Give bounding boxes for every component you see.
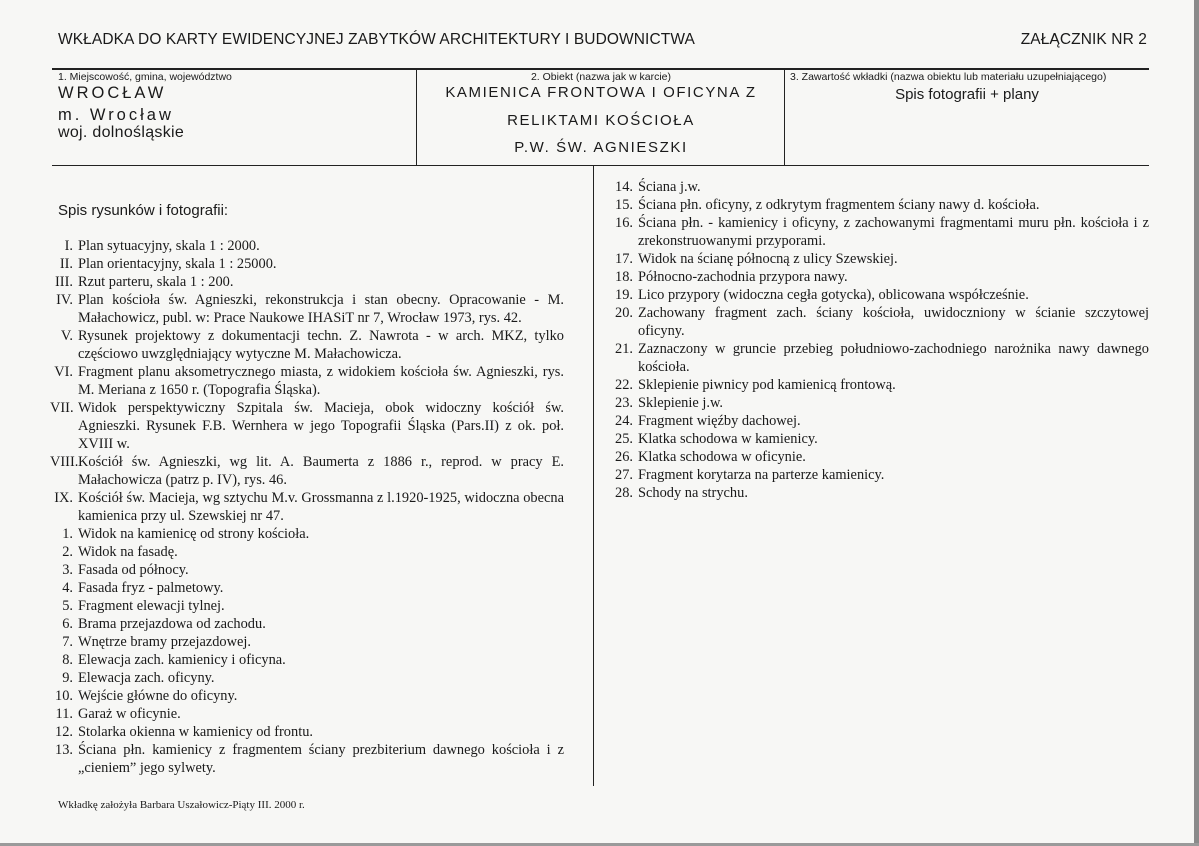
item-number: 9. [62,670,73,686]
item-text: Fasada fryz - palmetowy. [78,580,224,596]
item-number: I. [64,238,73,254]
item-text: Lico przypory (widoczna cegła gotycka), oblicowana współcześnie. [638,287,1029,303]
item-number: V. [60,328,73,344]
list-item [600,250,1149,268]
author-note: Wkładkę założyła Barbara Uszałowicz-Piąty III. 2000 r. [58,799,305,811]
list-item [600,484,1149,502]
list-item [50,597,564,615]
item-text: Plan orientacyjny, skala 1 : 25000. [78,256,277,272]
list-item [50,399,564,453]
list-item [50,237,564,255]
list-item [600,412,1149,430]
item-number: 8. [62,652,73,668]
list-item [600,286,1149,304]
list-item [600,376,1149,394]
item-number: 27. [615,467,633,483]
contents-value: Spis fotografii + plany [895,86,1039,103]
item-text: Plan kościoła św. Agnieszki, rekonstrukcja i stan obecny. Opracowanie - M. Małachowicz, publ. w: Prace Naukowe IHASiT nr 7, Wrocław 1973, rys. 42. [78,292,564,326]
item-number: 24. [615,413,633,429]
list-item [50,489,564,525]
item-text: Widok na ścianę północną z ulicy Szewskiej. [638,251,898,267]
column-divider [593,166,594,786]
list-item [600,214,1149,250]
scan-edge-right [1194,0,1199,846]
item-text: Ściana płn. - kamienicy i oficyny, z zachowanymi fragmentami muru płn. kościoła i z zrekonstruowanymi przyporami. [638,215,1149,249]
list-item [50,363,564,399]
object-label: 2. Obiekt (nazwa jak w karcie) [530,71,672,83]
list-item [600,430,1149,448]
item-text: Klatka schodowa w kamienicy. [638,431,818,447]
item-number: 23. [615,395,633,411]
list-item [50,327,564,363]
item-number: 22. [615,377,633,393]
list-item [50,705,564,723]
list-item [600,304,1149,340]
contents-label: 3. Zawartość wkładki (nazwa obiektu lub materiału uzupełniającego) [790,71,1107,83]
item-text: Fragment elewacji tylnej. [78,598,225,614]
item-number: 10. [55,688,73,704]
item-text: Elewacja zach. oficyny. [78,670,215,686]
item-number: 26. [615,449,633,465]
item-text: Ściana płn. oficyny, z odkrytym fragmentem ściany nawy d. kościoła. [638,197,1040,213]
item-number: 17. [615,251,633,267]
item-text: Klatka schodowa w oficynie. [638,449,806,465]
item-text: Zaznaczony w gruncie przebieg południowo-zachodniego narożnika nawy dawnego kościoła. [638,341,1149,375]
municipality-name: m. Wrocław [58,106,174,124]
list-item [50,687,564,705]
item-number: 6. [62,616,73,632]
list-item [600,268,1149,286]
item-text: Fragment planu aksometrycznego miasta, z widokiem kościoła św. Agnieszki, rys. M. Meriana z 1650 r. (Topografia Śląska). [78,364,564,398]
list-item [50,543,564,561]
list-item [50,561,564,579]
list-item [50,579,564,597]
item-text: Sklepienie j.w. [638,395,723,411]
item-number: VIII. [50,454,79,470]
list-item [600,196,1149,214]
item-text: Fragment więźby dachowej. [638,413,801,429]
item-number: VI. [54,364,73,380]
item-text: Kościół św. Agnieszki, wg lit. A. Baumerta z 1886 r., reprod. w pracy E. Małachowicza (patrz p. IV), rys. 46. [78,454,564,488]
item-number: 7. [62,634,73,650]
voivodeship-name: woj. dolnośląskie [58,124,185,141]
item-text: Fragment korytarza na parterze kamienicy. [638,467,885,483]
list-item [50,453,564,489]
city-name: WROCŁAW [58,84,167,102]
item-number: 21. [615,341,633,357]
form-divider-2 [784,69,785,166]
object-name-line-3: P.W. ŚW. AGNIESZKI [514,139,688,156]
item-text: Garaż w oficynie. [78,706,181,722]
list-item [50,255,564,273]
form-mid-rule [52,165,1149,166]
item-text: Ściana płn. kamienicy z fragmentem ściany prezbiterium dawnego kościoła i z „cieniem” jego sylwety. [78,742,564,776]
list-item [50,291,564,327]
item-text: Północno-zachodnia przypora nawy. [638,269,848,285]
item-text: Wnętrze bramy przejazdowej. [78,634,251,650]
list-item [50,723,564,741]
item-text: Kościół św. Macieja, wg sztychu M.v. Grossmanna z l.1920-1925, widoczna obecna kamienica przy ul. Szewskiej nr 47. [78,490,564,524]
item-number: 3. [62,562,73,578]
list-item [600,178,1149,196]
item-text: Ściana j.w. [638,179,701,195]
item-text: Widok na fasadę. [78,544,178,560]
item-number: 25. [615,431,633,447]
left-item-list [50,237,564,777]
list-heading: Spis rysunków i fotografii: [58,202,229,219]
form-divider-1 [416,69,417,166]
list-item [50,741,564,777]
item-number: 1. [62,526,73,542]
item-text: Widok perspektywiczny Szpitala św. Macieja, obok widoczny kościół św. Agnieszki. Rysunek F.B. Wernhera w jego Topografii Śląska (Pars.II) z ok. poł. XVIII w. [78,400,564,452]
item-number: 4. [62,580,73,596]
item-text: Fasada od północy. [78,562,189,578]
item-number: 11. [55,706,73,722]
list-item [50,669,564,687]
item-number: 20. [615,305,633,321]
location-label: 1. Miejscowość, gmina, województwo [58,71,232,83]
item-number: 14. [615,179,633,195]
item-number: 12. [55,724,73,740]
item-number: 15. [615,197,633,213]
list-item [50,615,564,633]
object-name-line-2: RELIKTAMI KOŚCIOŁA [507,112,695,129]
item-text: Elewacja zach. kamienicy i oficyna. [78,652,286,668]
item-text: Brama przejazdowa od zachodu. [78,616,266,632]
form-title: WKŁADKA DO KARTY EWIDENCYJNEJ ZABYTKÓW ARCHITEKTURY I BUDOWNICTWA [58,31,695,48]
list-item [600,340,1149,376]
object-name-line-1: KAMIENICA FRONTOWA I OFICYNA Z [445,84,757,101]
item-text: Rzut parteru, skala 1 : 200. [78,274,234,290]
list-item [600,448,1149,466]
item-number: 18. [615,269,633,285]
list-item [50,633,564,651]
item-number: III. [55,274,73,290]
list-item [600,466,1149,484]
item-number: 19. [615,287,633,303]
item-text: Schody na strychu. [638,485,748,501]
item-number: VII. [50,400,74,416]
item-text: Sklepienie piwnicy pod kamienicą frontową. [638,377,896,393]
item-text: Rysunek projektowy z dokumentacji techn. Z. Nawrota - w arch. MKZ, tylko częściowo uwzględniający wytyczne M. Małachowicza. [78,328,564,362]
item-number: 2. [62,544,73,560]
item-text: Plan sytuacyjny, skala 1 : 2000. [78,238,260,254]
item-text: Zachowany fragment zach. ściany kościoła, uwidoczniony w ścianie szczytowej oficyny. [638,305,1149,339]
attachment-number: ZAŁĄCZNIK NR 2 [1020,31,1147,48]
item-number: 16. [615,215,633,231]
item-number: IX. [54,490,73,506]
item-number: 13. [55,742,73,758]
item-number: II. [59,256,73,272]
list-item [50,273,564,291]
item-text: Stolarka okienna w kamienicy od frontu. [78,724,313,740]
list-item [50,651,564,669]
list-item [600,394,1149,412]
form-top-rule [52,68,1149,70]
item-number: IV. [56,292,73,308]
right-item-list [600,178,1149,502]
item-text: Widok na kamienicę od strony kościoła. [78,526,310,542]
item-number: 28. [615,485,633,501]
item-number: 5. [62,598,73,614]
item-text: Wejście główne do oficyny. [78,688,238,704]
list-item [50,525,564,543]
